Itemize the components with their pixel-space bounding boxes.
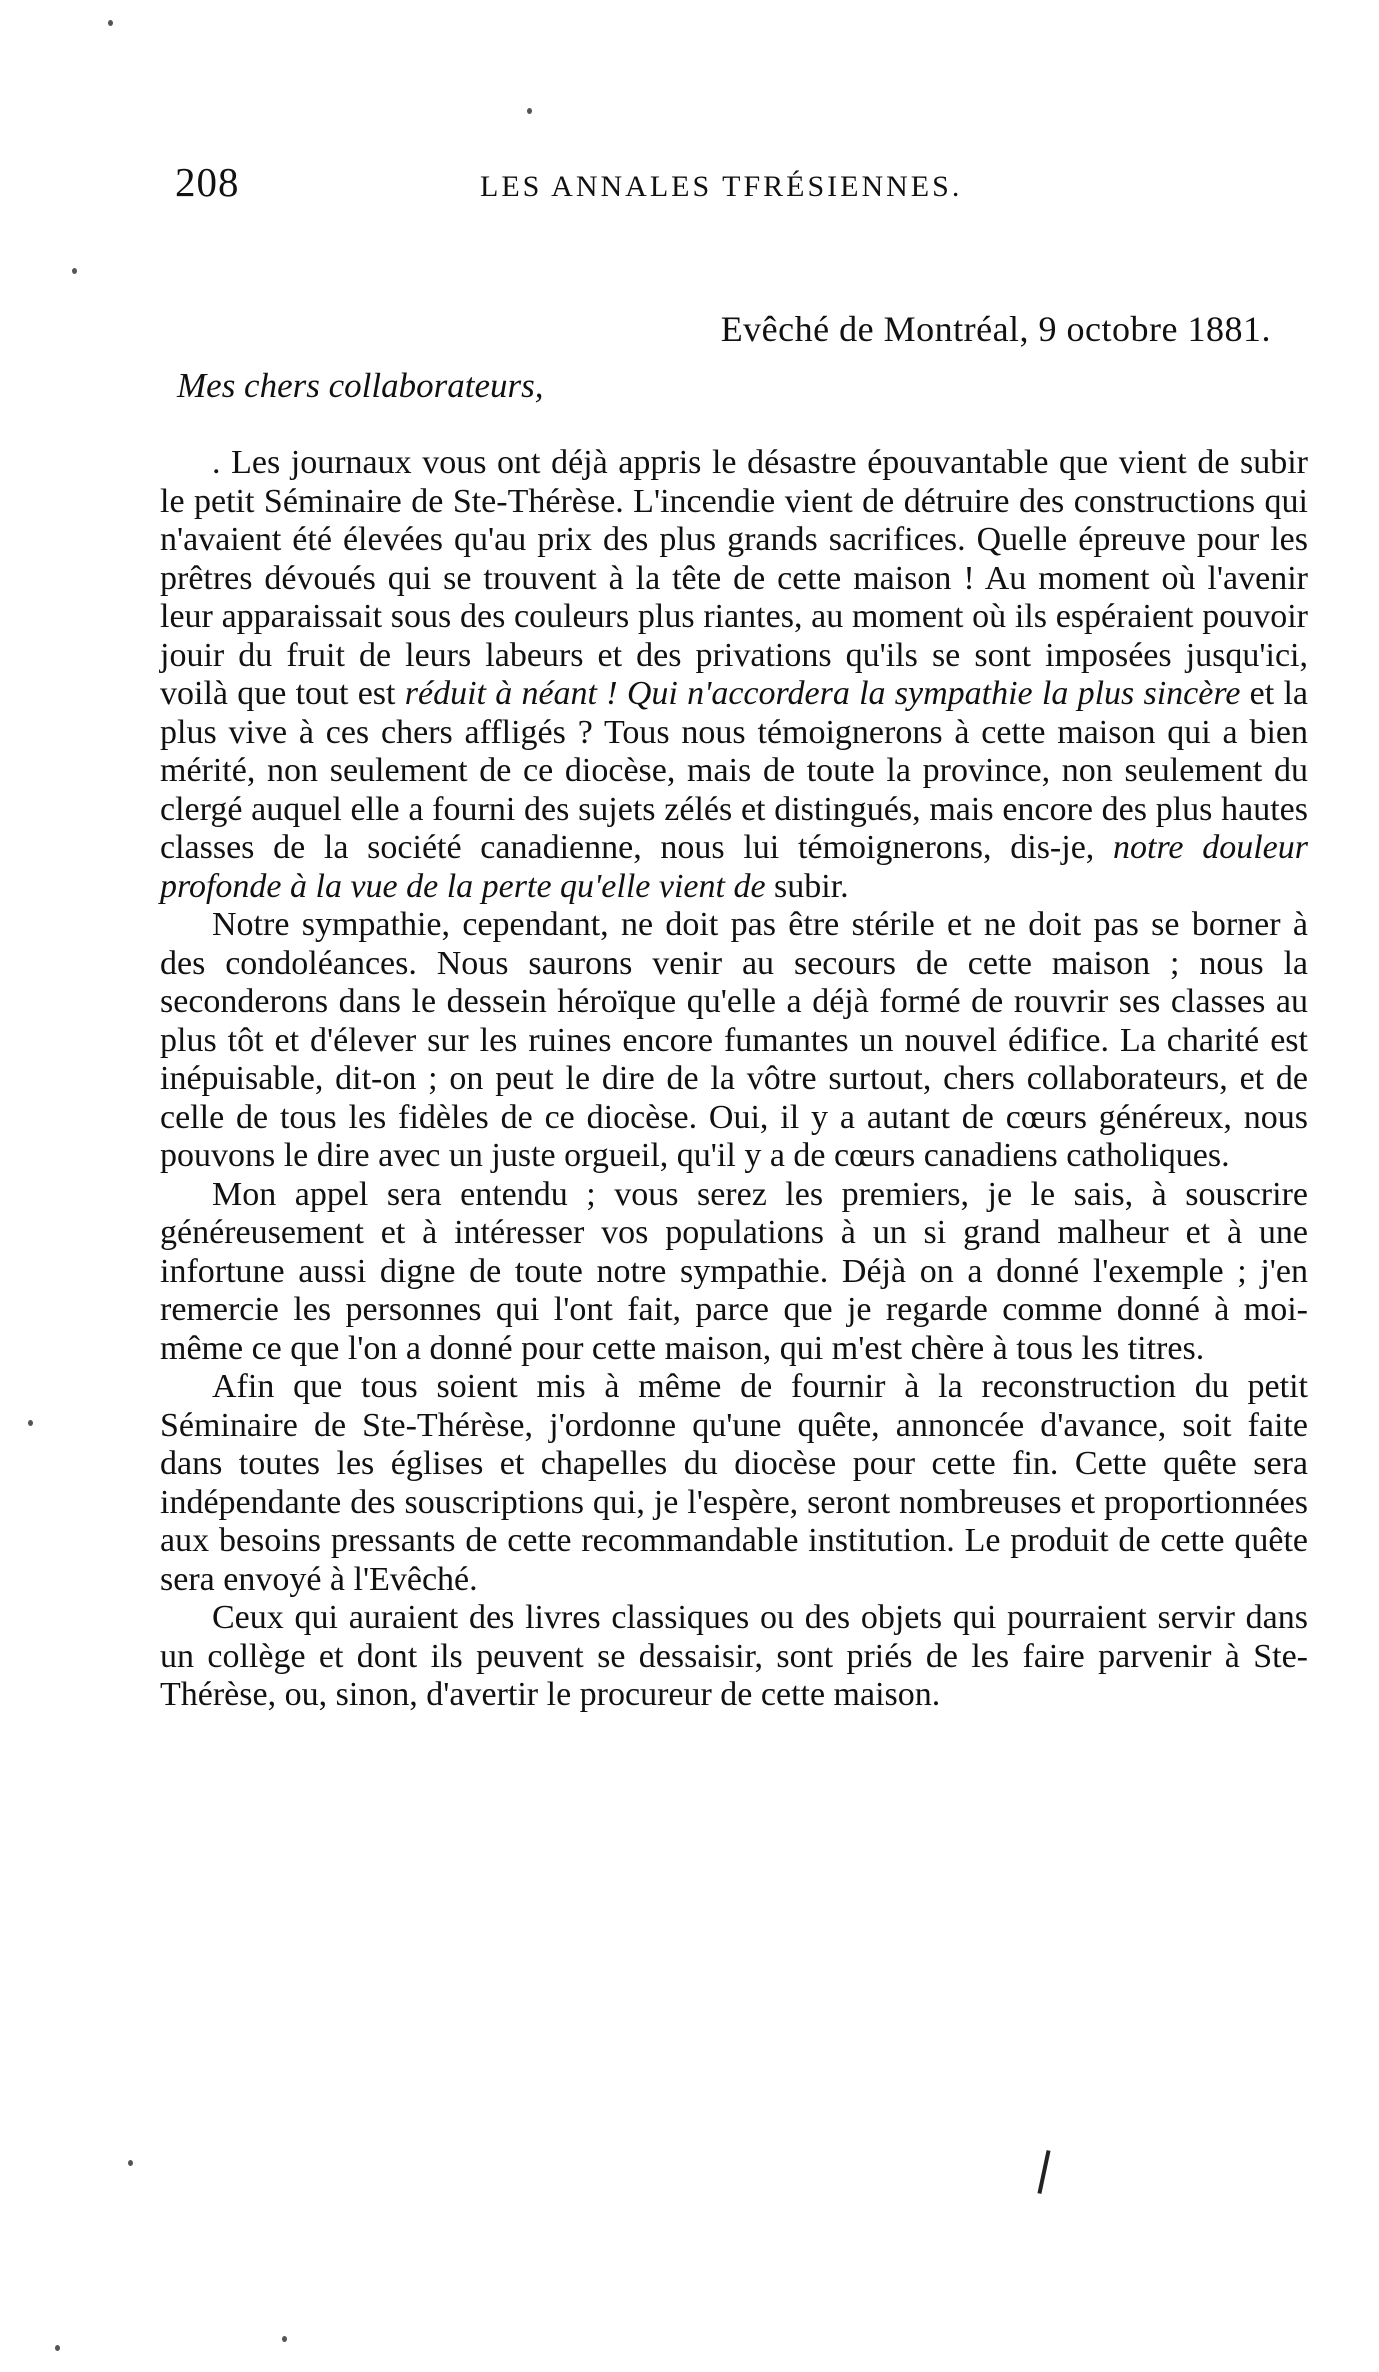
paragraph-1-italic-b: réduit à néant ! Qui n'accordera la sympathie la plus sincère xyxy=(404,675,1241,712)
running-head: LES ANNALES TFRÉSIENNES. xyxy=(480,170,963,203)
paragraph-4: Afin que tous soient mis à même de fournir à la reconstruction du petit Séminaire de Ste-Thérèse, j'ordonne qu'une quête, annoncée d'avance, soit faite dans toutes les églises et chapelles du diocèse pour cette fin. Cette quête sera indépendante des souscriptions qui, je l'espère, seront nombreuses et proportionnées aux besoins pressants de cette recommandable institution. Le produit de cette quête sera envoyé à l'Evêché. xyxy=(160,1368,1308,1598)
ink-speck xyxy=(282,2336,287,2342)
paragraph-1 xyxy=(160,444,1308,906)
paragraph-1-text-e: subir. xyxy=(765,867,849,905)
paragraph-2: Notre sympathie, cependant, ne doit pas être stérile et ne doit pas se borner à des condoléances. Nous saurons venir au secours de cette maison ; nous la seconderons dans le dessein héroïque qu'elle a déjà formé de rouvrir ses classes au plus tôt et d'élever sur les ruines encore fumantes un nouvel édifice. La charité est inépuisable, dit-on ; on peut le dire de la vôtre surtout, chers collaborateurs, et de celle de tous les fidèles de ce diocèse. Oui, il y a autant de cœurs généreux, nous pouvons le dire avec un juste orgueil, qu'il y a de cœurs canadiens catholiques. xyxy=(160,906,1308,1174)
paragraph-1-text-c: et la plus vive à ces chers affligés ? Tous nous témoignerons à cette maison qui a bien mérité, non seulement de ce diocèse, mais de toute la province, non seulement du clergé auquel elle a fourni des sujets zélés et distingués, mais encore des plus hautes classes de la société canadienne, nous lui témoignerons, dis-je, xyxy=(160,675,1308,866)
page-number: 208 xyxy=(175,159,240,205)
paragraph-1-italic-d: notre douleur profonde à la vue de la perte qu'elle vient de xyxy=(160,829,1308,905)
ink-speck xyxy=(128,2160,133,2166)
ink-speck xyxy=(108,20,113,26)
ink-speck xyxy=(28,1420,33,1426)
dateline: Evêché de Montréal, 9 octobre 1881. xyxy=(720,309,1271,349)
ink-speck xyxy=(55,2345,60,2351)
salutation: Mes chers collaborateurs, xyxy=(177,366,544,405)
ink-speck xyxy=(527,108,532,114)
letter-body xyxy=(160,444,1308,1715)
pen-stroke-mark xyxy=(1037,2150,1050,2194)
page-header xyxy=(175,150,1305,210)
paragraph-5: Ceux qui auraient des livres classiques ou des objets qui pourraient servir dans un collège et dont ils peuvent se dessaisir, sont priés de les faire parvenir à Ste-Thérèse, ou, sinon, d'avertir le procureur de cette maison. xyxy=(160,1599,1308,1713)
paragraph-1-text-a: . Les journaux vous ont déjà appris le désastre épouvantable que vient de subir le petit Séminaire de Ste-Thérèse. L'incendie vient de détruire des constructions qui n'avaient été élevées qu'au prix des plus grands sacrifices. Quelle épreuve pour les prêtres dévoués qui se trouvent à la tête de cette maison ! Au moment où l'avenir leur apparaissait sous des couleurs plus riantes, au moment où ils espéraient pouvoir jouir du fruit de leurs labeurs et des privations qu'ils se sont imposées jusqu'ici, voilà que tout est xyxy=(160,444,1308,712)
ink-speck xyxy=(72,268,77,274)
paragraph-3: Mon appel sera entendu ; vous serez les premiers, je le sais, à souscrire généreusement et à intéresser vos populations à un si grand malheur et à une infortune aussi digne de toute notre sympathie. Déjà on a donné l'exemple ; j'en remercie les personnes qui l'ont fait, parce que je regarde comme donné à moi-même ce que l'on a donné pour cette maison, qui m'est chère à tous les titres. xyxy=(160,1175,1308,1367)
